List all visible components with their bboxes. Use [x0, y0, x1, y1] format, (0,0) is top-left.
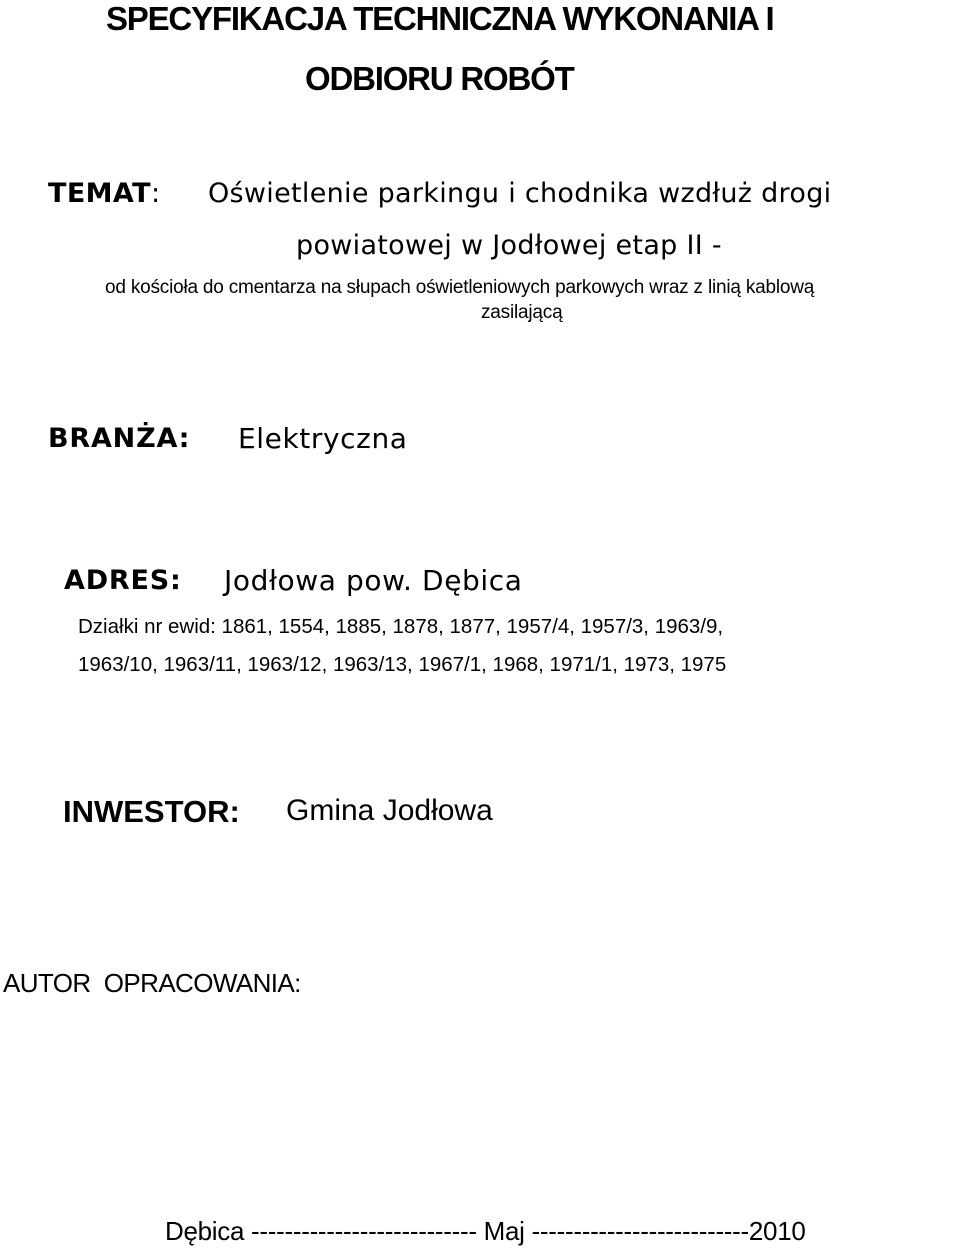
branza-value: Elektryczna: [238, 422, 408, 455]
temat-label: TEMAT:: [48, 178, 161, 209]
inwestor-value: Gmina Jodłowa: [286, 794, 493, 827]
adres-label: ADRES:: [64, 565, 182, 596]
temat-line-3: od kościoła do cmentarza na słupach oświetleniowych parkowych wraz z linią kablową: [105, 277, 815, 298]
temat-line-1: Oświetlenie parkingu i chodnika wzdłuż drogi: [208, 178, 832, 209]
parcels-line-1: Działki nr ewid: 1861, 1554, 1885, 1878, 1877, 1957/4, 1957/3, 1963/9,: [78, 615, 724, 638]
author-label: AUTOR OPRACOWANIA:: [3, 968, 301, 998]
branza-label: BRANŻA:: [48, 423, 191, 454]
document-title-line-2: ODBIORU ROBÓT: [305, 60, 574, 97]
inwestor-label: INWESTOR:: [63, 794, 240, 829]
document-title-line-1: SPECYFIKACJA TECHNICZNA WYKONANIA I: [106, 0, 774, 37]
adres-value: Jodłowa pow. Dębica: [224, 564, 523, 597]
parcels-line-2: 1963/10, 1963/11, 1963/12, 1963/13, 1967/1, 1968, 1971/1, 1973, 1975: [78, 653, 727, 676]
temat-line-4: zasilającą: [481, 302, 563, 323]
footer-place-date: Dębica --------------------------- Maj --------------------------2010: [165, 1216, 806, 1246]
temat-line-2: powiatowej w Jodłowej etap II -: [296, 230, 722, 261]
